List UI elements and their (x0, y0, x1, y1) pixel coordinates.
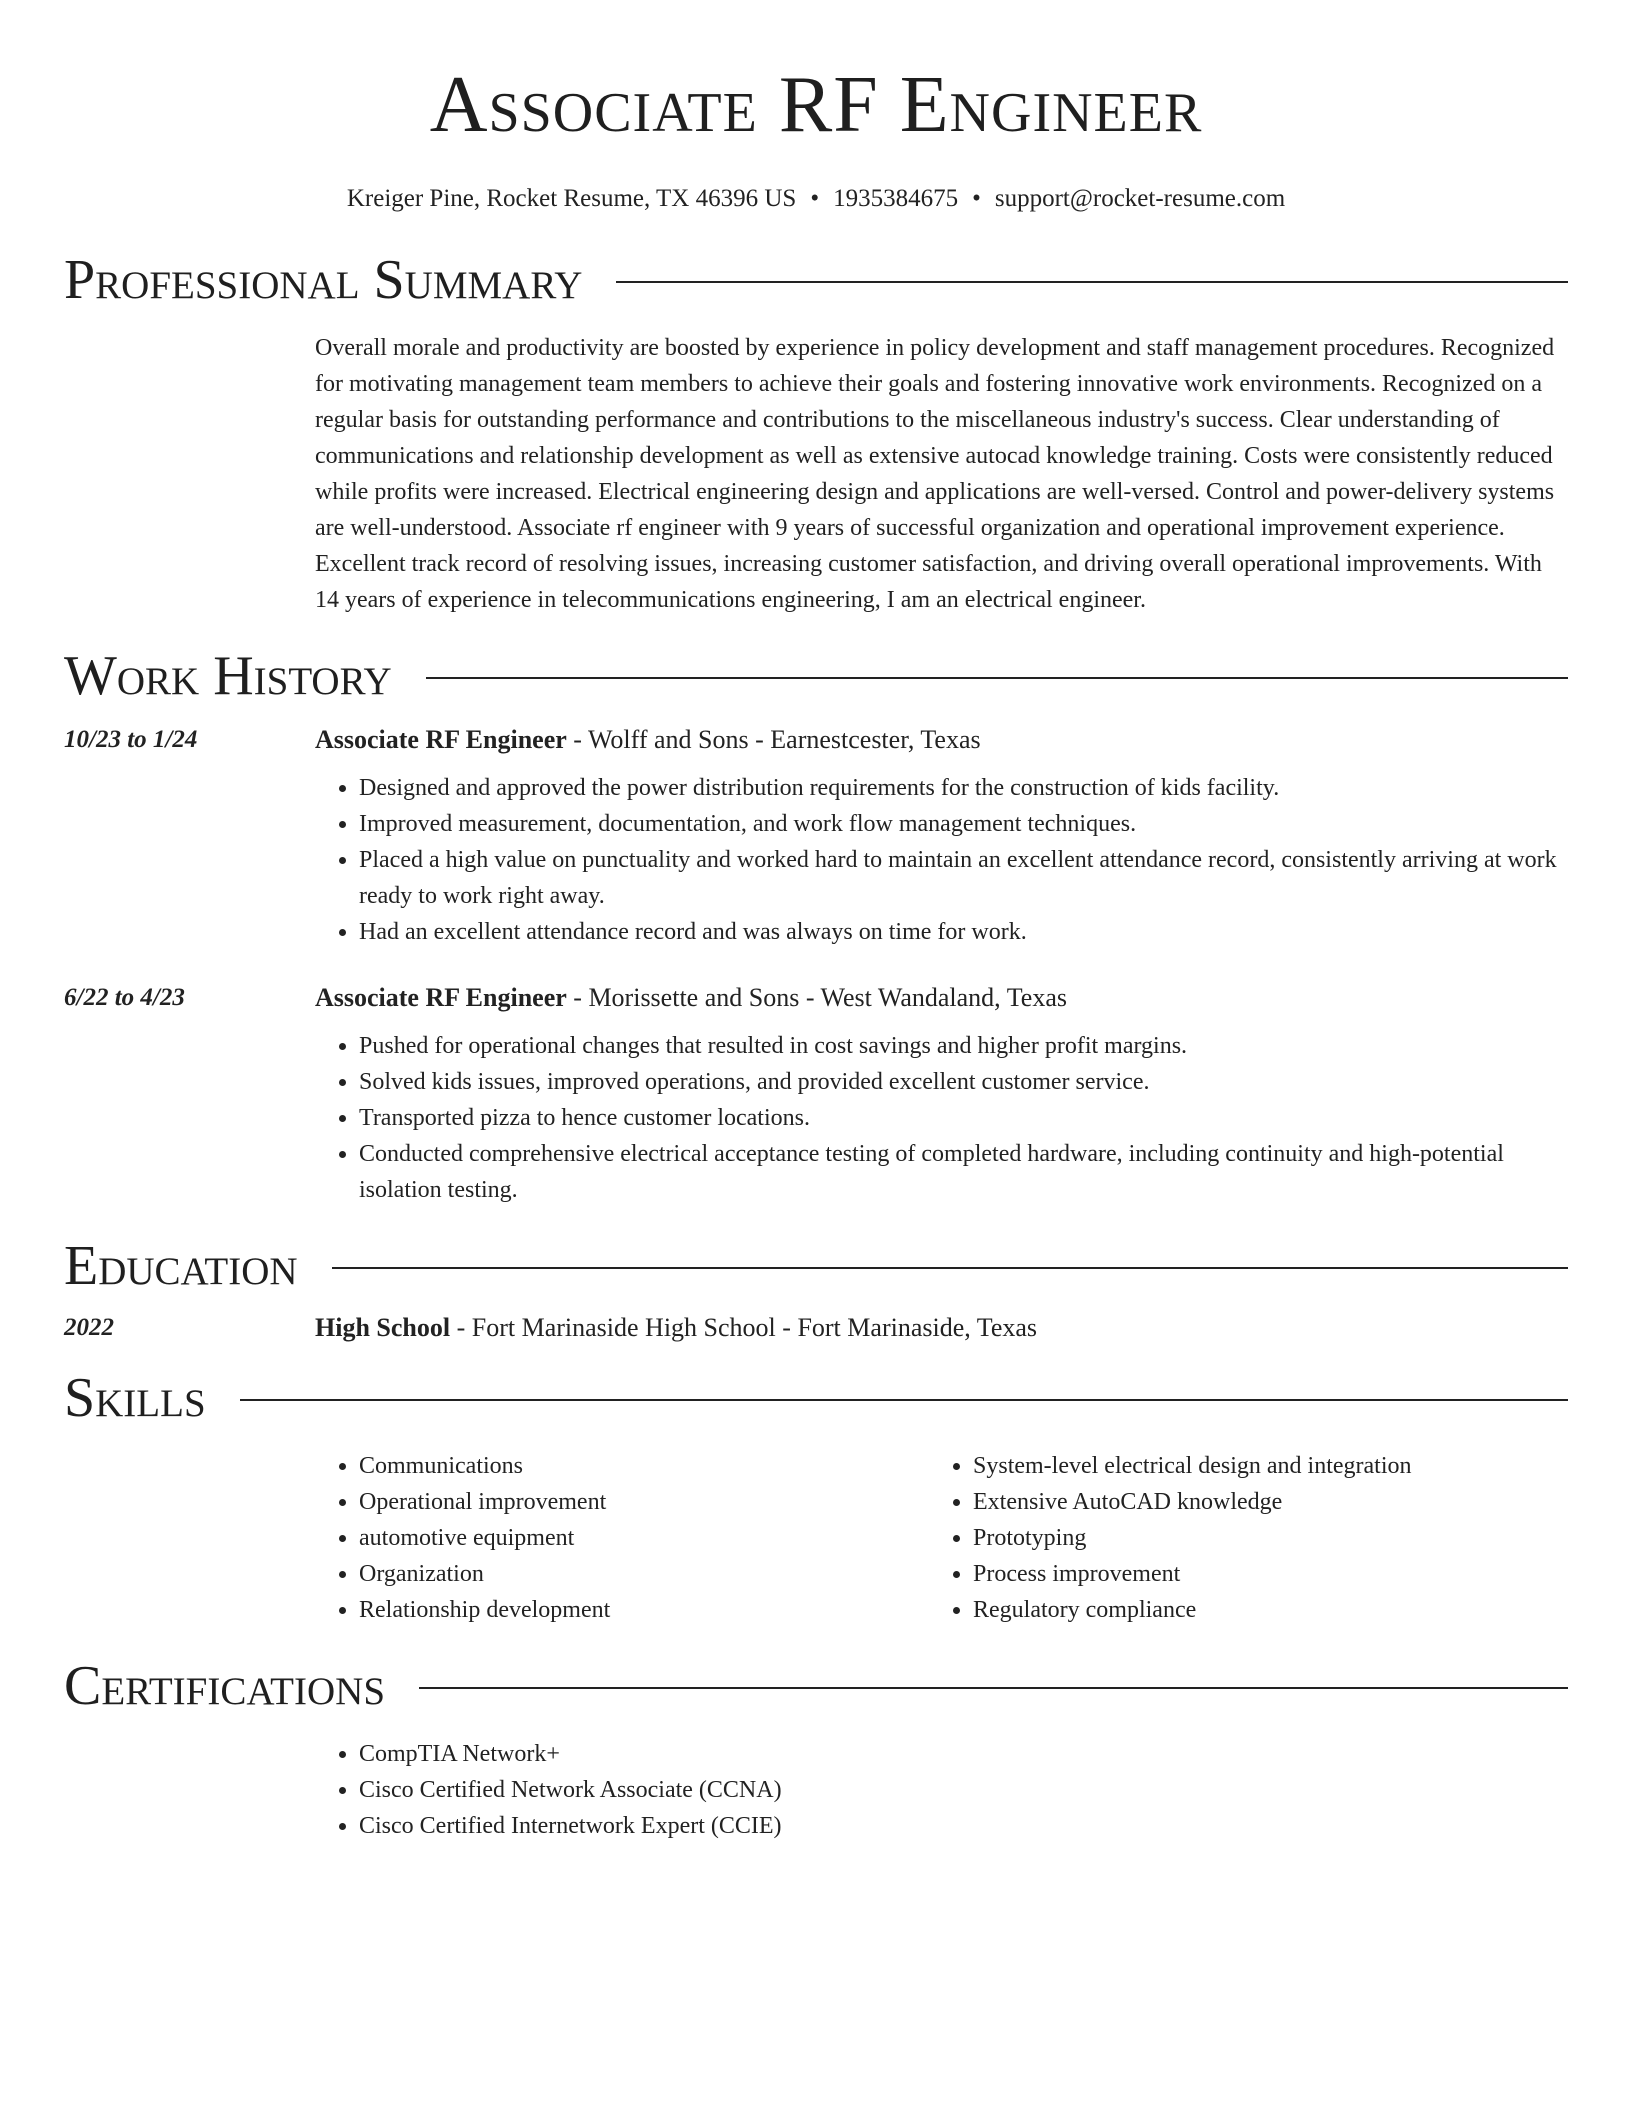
job-bullets (315, 770, 1568, 950)
list-item: • Pushed for operational changes that resulted in cost savings and higher profit margins. (359, 1028, 1568, 1064)
section-divider (616, 281, 1568, 283)
education-heading (315, 1312, 1568, 1344)
section-certifications-header (64, 1654, 1568, 1718)
job-heading (315, 982, 1568, 1014)
skill-item: • Regulatory compliance (973, 1592, 1543, 1628)
certification-item: • CompTIA Network+ (359, 1736, 1568, 1772)
certifications-row (64, 1736, 1568, 1844)
section-divider (332, 1267, 1568, 1269)
section-skills-header (64, 1366, 1568, 1430)
contact-line (64, 184, 1568, 214)
skills-list-left (315, 1448, 929, 1628)
job-body (315, 982, 1568, 1208)
list-item: • Transported pizza to hence customer locations. (359, 1100, 1568, 1136)
list-item: • Placed a high value on punctuality and worked hard to maintain an excellent attendance record, consistently arriving at work ready to work right away. (359, 842, 1568, 914)
certifications-body (315, 1736, 1568, 1844)
job-title: Associate RF Engineer (315, 725, 567, 754)
list-item: • Improved measurement, documentation, and work flow management techniques. (359, 806, 1568, 842)
job-dates: 10/23 to 1/24 (64, 726, 198, 753)
summary-text: Overall morale and productivity are boosted by experience in policy development and staff management procedures. Recognized for motivating management team members to achieve their goals and fostering innovative work environments. Recognized on a regular basis for outstanding performance and contributions to the miscellaneous industry's success. Clear understanding of communications and relationship development as well as extensive autocad knowledge training. Costs were consistently reduced while profits were increased. Electrical engineering design and applications are well-versed. Control and power-delivery systems are well-understood. Associate rf engineer with 9 years of successful organization and operational improvement experience. Excellent track record of resolving issues, increasing customer satisfaction, and driving overall operational improvements. With 14 years of experience in telecommunications engineering, I am an electrical engineer. (315, 335, 1555, 613)
skill-item: • Prototyping (973, 1520, 1543, 1556)
education-body (315, 1312, 1568, 1344)
section-title: Professional Summary (64, 249, 583, 311)
education-entry (64, 1312, 1568, 1344)
education-year: 2022 (64, 1314, 114, 1341)
list-item: • Had an excellent attendance record and was always on time for work. (359, 914, 1568, 950)
section-title: Skills (64, 1367, 206, 1429)
skill-item: • Communications (359, 1448, 929, 1484)
list-item: • Conducted comprehensive electrical acceptance testing of completed hardware, including continuity and high-potential isolation testing. (359, 1136, 1568, 1208)
section-title: Work History (64, 645, 392, 707)
job-entry (64, 982, 1568, 1208)
contact-phone: 1935384675 (833, 185, 959, 212)
contact-address: Kreiger Pine, Rocket Resume, TX 46396 US (346, 185, 797, 212)
job-details: - Wolff and Sons - Earnestcester, Texas (566, 725, 981, 754)
skills-row (64, 1448, 1568, 1628)
certification-item: • Cisco Certified Internetwork Expert (CCIE) (359, 1808, 1568, 1844)
skill-item: • Relationship development (359, 1592, 929, 1628)
job-title: Associate RF Engineer (315, 983, 567, 1012)
list-item: • Designed and approved the power distribution requirements for the construction of kids facility. (359, 770, 1568, 806)
skills-grid (315, 1448, 1568, 1628)
contact-email: support@rocket-resume.com (994, 185, 1286, 212)
resume-page (64, 60, 1568, 1844)
skill-item: • Organization (359, 1556, 929, 1592)
skill-item: • automotive equipment (359, 1520, 929, 1556)
certifications-spacer (64, 1736, 315, 1844)
contact-separator: • (810, 185, 820, 212)
skill-item: • Process improvement (973, 1556, 1543, 1592)
summary-spacer (64, 330, 315, 618)
skill-item: • System-level electrical design and integration (973, 1448, 1543, 1484)
list-item: • Solved kids issues, improved operations, and provided excellent customer service. (359, 1064, 1568, 1100)
skill-item: • Operational improvement (359, 1484, 929, 1520)
skill-item: • Extensive AutoCAD knowledge (973, 1484, 1543, 1520)
section-divider (240, 1399, 1568, 1401)
contact-separator: • (972, 185, 981, 212)
education-details: - Fort Marinaside High School - Fort Marinaside, Texas (450, 1313, 1038, 1342)
job-entry (64, 724, 1568, 950)
section-divider (426, 677, 1568, 679)
job-bullets (315, 1028, 1568, 1208)
job-body (315, 724, 1568, 950)
skills-list-right (929, 1448, 1543, 1628)
certification-item: • Cisco Certified Network Associate (CCNA) (359, 1772, 1568, 1808)
job-details: - Morissette and Sons - West Wandaland, Texas (566, 983, 1067, 1012)
skills-spacer (64, 1448, 315, 1628)
certifications-list (315, 1736, 1568, 1844)
section-summary-header (64, 248, 1568, 312)
section-title: Education (64, 1235, 298, 1297)
section-work-header (64, 644, 1568, 708)
resume-name: Associate RF Engineer (429, 61, 1203, 149)
summary-row (64, 330, 1568, 618)
job-dates: 6/22 to 4/23 (64, 984, 185, 1011)
section-divider (419, 1687, 1568, 1689)
section-education-header (64, 1234, 1568, 1298)
education-degree: High School (315, 1313, 451, 1342)
section-title: Certifications (64, 1655, 386, 1717)
job-heading (315, 724, 1568, 756)
